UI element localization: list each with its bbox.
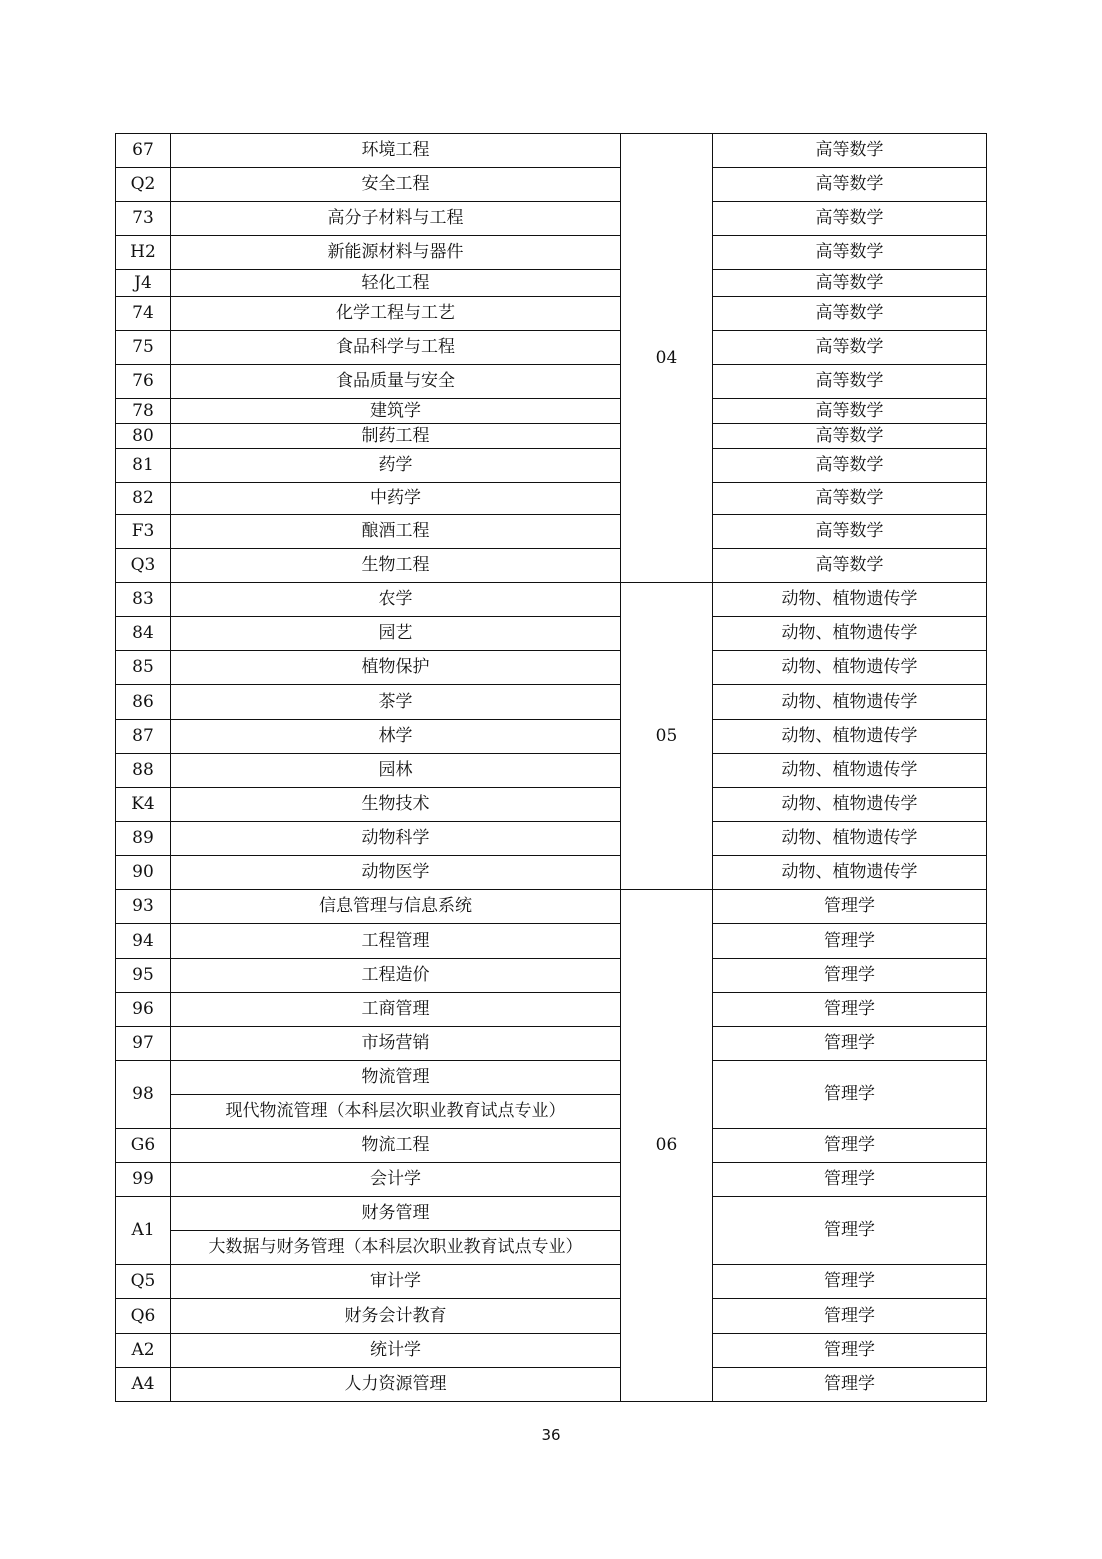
major-code-cell: 96 <box>116 993 171 1027</box>
major-name-cell: 会计学 <box>171 1163 621 1197</box>
major-code-cell: 74 <box>116 297 171 331</box>
exam-subject-cell: 动物、植物遗传学 <box>713 788 987 822</box>
major-name-cell: 审计学 <box>171 1265 621 1299</box>
exam-subject-cell: 动物、植物遗传学 <box>713 720 987 754</box>
major-code-cell: 99 <box>116 1163 171 1197</box>
major-code-cell: Q3 <box>116 549 171 583</box>
table-row <box>116 583 987 617</box>
major-code-cell: A1 <box>116 1197 171 1265</box>
table-row <box>116 856 987 890</box>
exam-subject-cell: 管理学 <box>713 993 987 1027</box>
major-code-cell: A2 <box>116 1334 171 1368</box>
exam-subject-cell: 高等数学 <box>713 331 987 365</box>
major-code-cell: 95 <box>116 959 171 993</box>
table-row <box>116 720 987 754</box>
exam-subject-cell: 高等数学 <box>713 270 987 297</box>
table-row <box>116 959 987 993</box>
major-name-cell: 安全工程 <box>171 168 621 202</box>
major-name-cell: 工程造价 <box>171 959 621 993</box>
major-name-cell: 农学 <box>171 583 621 617</box>
major-code-cell: 76 <box>116 365 171 399</box>
table-row <box>116 1061 987 1095</box>
major-name-cell: 园林 <box>171 754 621 788</box>
major-code-cell: 89 <box>116 822 171 856</box>
exam-subject-cell: 高等数学 <box>713 424 987 449</box>
majors-table <box>115 133 987 1402</box>
table-row <box>116 1334 987 1368</box>
major-name-cell: 园艺 <box>171 617 621 651</box>
exam-subject-cell: 动物、植物遗传学 <box>713 617 987 651</box>
major-code-cell: 90 <box>116 856 171 890</box>
major-code-cell: 94 <box>116 924 171 959</box>
major-name-cell: 信息管理与信息系统 <box>171 890 621 924</box>
table-row <box>116 1368 987 1402</box>
major-name-cell: 茶学 <box>171 685 621 720</box>
exam-subject-cell: 动物、植物遗传学 <box>713 822 987 856</box>
major-name-cell: 林学 <box>171 720 621 754</box>
major-name-cell: 植物保护 <box>171 651 621 685</box>
table-row <box>116 515 987 549</box>
exam-subject-cell: 动物、植物遗传学 <box>713 856 987 890</box>
table-row <box>116 424 987 449</box>
table-row <box>116 331 987 365</box>
table-row <box>116 270 987 297</box>
major-code-cell: 67 <box>116 134 171 168</box>
table-row <box>116 651 987 685</box>
major-code-cell: J4 <box>116 270 171 297</box>
table-row <box>116 924 987 959</box>
major-name-cell: 新能源材料与器件 <box>171 236 621 270</box>
major-name-cell: 制药工程 <box>171 424 621 449</box>
exam-subject-cell: 高等数学 <box>713 365 987 399</box>
major-code-cell: 78 <box>116 399 171 424</box>
page-number: 36 <box>541 1426 561 1444</box>
major-name-cell: 统计学 <box>171 1334 621 1368</box>
major-code-cell: A4 <box>116 1368 171 1402</box>
major-code-cell: F3 <box>116 515 171 549</box>
major-name-cell: 高分子材料与工程 <box>171 202 621 236</box>
table-row <box>116 365 987 399</box>
exam-subject-cell: 高等数学 <box>713 483 987 515</box>
exam-subject-cell: 管理学 <box>713 1129 987 1163</box>
table-row <box>116 483 987 515</box>
major-name-cell: 动物医学 <box>171 856 621 890</box>
table-row <box>116 1163 987 1197</box>
exam-subject-cell: 管理学 <box>713 1197 987 1265</box>
major-name-cell: 工程管理 <box>171 924 621 959</box>
table-row <box>116 993 987 1027</box>
table-row <box>116 788 987 822</box>
exam-subject-cell: 管理学 <box>713 1027 987 1061</box>
major-name-cell: 生物技术 <box>171 788 621 822</box>
table-row <box>116 1299 987 1334</box>
major-code-cell: 97 <box>116 1027 171 1061</box>
exam-subject-cell: 管理学 <box>713 1299 987 1334</box>
major-name-cell: 工商管理 <box>171 993 621 1027</box>
major-code-cell: 93 <box>116 890 171 924</box>
exam-subject-cell: 高等数学 <box>713 168 987 202</box>
exam-subject-cell: 高等数学 <box>713 202 987 236</box>
table-row <box>116 890 987 924</box>
table-row <box>116 449 987 483</box>
exam-subject-cell: 高等数学 <box>713 297 987 331</box>
exam-subject-cell: 管理学 <box>713 1061 987 1129</box>
major-name-cell: 食品科学与工程 <box>171 331 621 365</box>
exam-subject-cell: 管理学 <box>713 1265 987 1299</box>
exam-subject-cell: 管理学 <box>713 1163 987 1197</box>
exam-subject-cell: 管理学 <box>713 890 987 924</box>
major-code-cell: Q5 <box>116 1265 171 1299</box>
major-code-cell: G6 <box>116 1129 171 1163</box>
exam-subject-cell: 高等数学 <box>713 549 987 583</box>
major-code-cell: 73 <box>116 202 171 236</box>
exam-subject-cell: 管理学 <box>713 1368 987 1402</box>
major-name-cell: 人力资源管理 <box>171 1368 621 1402</box>
major-code-cell: 80 <box>116 424 171 449</box>
major-name-cell: 环境工程 <box>171 134 621 168</box>
group-code-cell: 04 <box>621 134 713 583</box>
table-row <box>116 202 987 236</box>
exam-subject-cell: 动物、植物遗传学 <box>713 583 987 617</box>
table-row <box>116 549 987 583</box>
table-row <box>116 617 987 651</box>
major-code-cell: 85 <box>116 651 171 685</box>
table-row <box>116 685 987 720</box>
table-row <box>116 1027 987 1061</box>
exam-subject-cell: 管理学 <box>713 1334 987 1368</box>
major-name-cell: 中药学 <box>171 483 621 515</box>
major-code-cell: 81 <box>116 449 171 483</box>
group-code-cell: 05 <box>621 583 713 890</box>
group-code-cell: 06 <box>621 890 713 1402</box>
exam-subject-cell: 动物、植物遗传学 <box>713 754 987 788</box>
exam-subject-cell: 高等数学 <box>713 515 987 549</box>
exam-subject-cell: 动物、植物遗传学 <box>713 685 987 720</box>
major-name-cell: 财务管理 <box>171 1197 621 1231</box>
major-code-cell: 82 <box>116 483 171 515</box>
exam-subject-cell: 动物、植物遗传学 <box>713 651 987 685</box>
table-row <box>116 1129 987 1163</box>
major-name-cell: 建筑学 <box>171 399 621 424</box>
major-name-cell: 生物工程 <box>171 549 621 583</box>
major-name-cell: 酿酒工程 <box>171 515 621 549</box>
exam-subject-cell: 高等数学 <box>713 134 987 168</box>
table-row <box>116 754 987 788</box>
major-code-cell: 88 <box>116 754 171 788</box>
major-name-cell: 物流工程 <box>171 1129 621 1163</box>
major-code-cell: 87 <box>116 720 171 754</box>
table-row <box>116 297 987 331</box>
table-row <box>116 399 987 424</box>
table-row <box>116 1197 987 1231</box>
major-name-cell: 大数据与财务管理（本科层次职业教育试点专业） <box>171 1231 621 1265</box>
table-row <box>116 822 987 856</box>
table-row <box>116 1265 987 1299</box>
major-code-cell: Q2 <box>116 168 171 202</box>
major-code-cell: K4 <box>116 788 171 822</box>
table-row <box>116 134 987 168</box>
major-code-cell: H2 <box>116 236 171 270</box>
major-code-cell: 83 <box>116 583 171 617</box>
major-name-cell: 化学工程与工艺 <box>171 297 621 331</box>
table-row <box>116 236 987 270</box>
major-name-cell: 市场营销 <box>171 1027 621 1061</box>
table-row <box>116 168 987 202</box>
major-code-cell: 98 <box>116 1061 171 1129</box>
major-name-cell: 食品质量与安全 <box>171 365 621 399</box>
major-name-cell: 药学 <box>171 449 621 483</box>
exam-subject-cell: 高等数学 <box>713 236 987 270</box>
major-code-cell: Q6 <box>116 1299 171 1334</box>
exam-subject-cell: 高等数学 <box>713 399 987 424</box>
exam-subject-cell: 管理学 <box>713 959 987 993</box>
exam-subject-cell: 高等数学 <box>713 449 987 483</box>
exam-subject-cell: 管理学 <box>713 924 987 959</box>
major-code-cell: 86 <box>116 685 171 720</box>
major-name-cell: 轻化工程 <box>171 270 621 297</box>
major-code-cell: 75 <box>116 331 171 365</box>
major-name-cell: 财务会计教育 <box>171 1299 621 1334</box>
major-code-cell: 84 <box>116 617 171 651</box>
major-name-cell: 现代物流管理（本科层次职业教育试点专业） <box>171 1095 621 1129</box>
major-name-cell: 物流管理 <box>171 1061 621 1095</box>
major-name-cell: 动物科学 <box>171 822 621 856</box>
